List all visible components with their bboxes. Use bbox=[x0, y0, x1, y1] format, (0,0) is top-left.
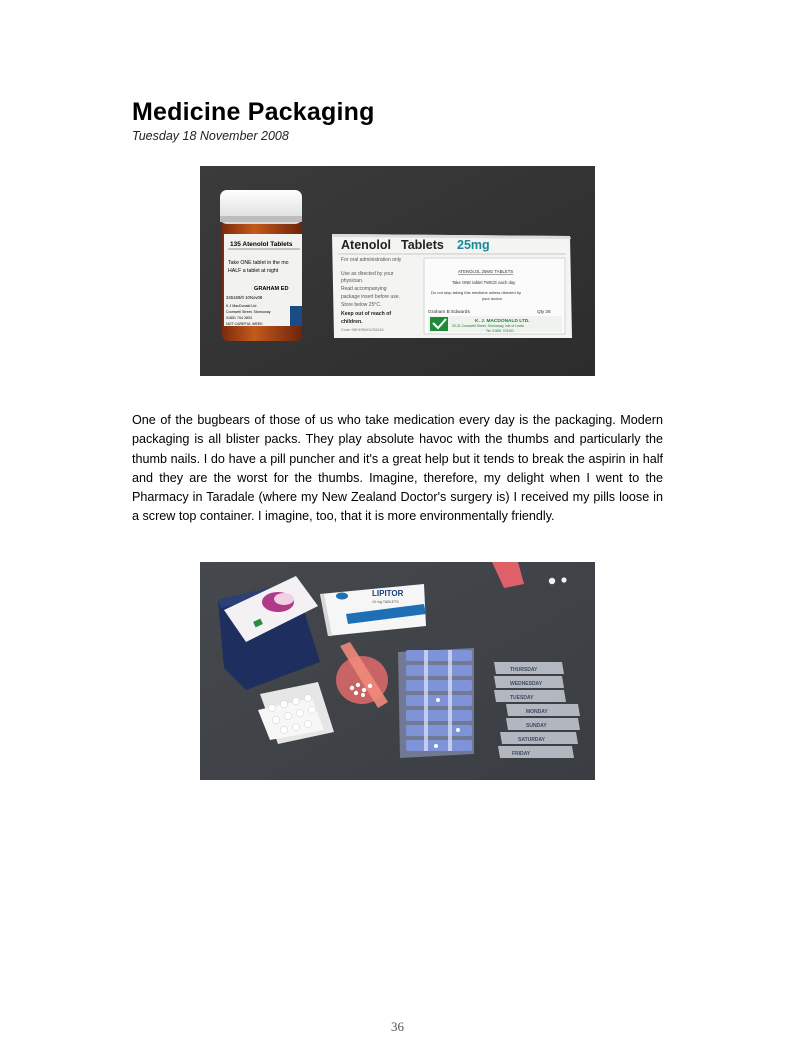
svg-text:ATENOLOL 25MG TABLETS: ATENOLOL 25MG TABLETS bbox=[458, 269, 514, 274]
svg-text:Qty 28: Qty 28 bbox=[537, 309, 551, 314]
pill-organiser bbox=[398, 648, 474, 758]
svg-text:Do not stop taking this medici: Do not stop taking this medicine unless directed by bbox=[431, 290, 522, 295]
svg-text:01851 704 2803: 01851 704 2803 bbox=[226, 316, 252, 320]
svg-text:20-31 Cromwell Street, Stornow: 20-31 Cromwell Street, Stornoway, Isle of Lewis bbox=[452, 324, 524, 328]
svg-text:Take ONE tablet TWICE each day: Take ONE tablet TWICE each day bbox=[452, 280, 516, 285]
svg-text:Keep out of reach of: Keep out of reach of bbox=[341, 311, 392, 317]
svg-text:children.: children. bbox=[341, 319, 363, 325]
svg-text:physician.: physician. bbox=[341, 278, 364, 284]
svg-text:WEDNESDAY: WEDNESDAY bbox=[510, 681, 543, 687]
svg-text:K. J. MACDONALD LTD.: K. J. MACDONALD LTD. bbox=[475, 319, 530, 324]
atenolol-box bbox=[332, 234, 572, 338]
svg-text:25mg: 25mg bbox=[457, 238, 490, 252]
svg-text:Tablets: Tablets bbox=[401, 238, 444, 252]
article-body: One of the bugbears of those of us who take medication every day is the packaging. Modern packaging is all blister packs. They play absolute havoc with the thumbs and particularly the thumb nails. I do have a pill puncher and it's a great help but it tends to break the aspirin in half and they are the worst for the thumbs. Imagine, therefore, my delight when I went to the Pharmacy in Taradale (where my New Zealand Doctor's surgery is) I received my pills loose in a screw top container. I imagine, too, that it is more environmentally friendly. bbox=[132, 413, 663, 524]
svg-text:Graham B Edwards: Graham B Edwards bbox=[428, 310, 470, 315]
svg-text:GRAHAM ED: GRAHAM ED bbox=[254, 286, 289, 292]
svg-text:For oral administration only: For oral administration only bbox=[341, 257, 402, 263]
svg-text:Take ONE tablet in the mo: Take ONE tablet in the mo bbox=[228, 260, 289, 266]
svg-text:HALF a tablet at night: HALF a tablet at night bbox=[228, 268, 279, 274]
svg-text:LIPITOR: LIPITOR bbox=[372, 589, 404, 598]
pill-organiser-photo-graphic bbox=[200, 562, 595, 780]
svg-text:135 Atenolol Tablets: 135 Atenolol Tablets bbox=[230, 241, 293, 248]
svg-text:Use as directed by your: Use as directed by your bbox=[341, 271, 394, 277]
page-title: Medicine Packaging bbox=[132, 98, 375, 126]
svg-text:package insert before use.: package insert before use. bbox=[341, 294, 400, 300]
svg-text:K J MacDonald Ltd: K J MacDonald Ltd bbox=[226, 304, 257, 308]
svg-text:Store below 25°C.: Store below 25°C. bbox=[341, 302, 382, 308]
svg-text:Read accompanying: Read accompanying bbox=[341, 286, 387, 292]
svg-text:NOT CAREFUL WEEK: NOT CAREFUL WEEK bbox=[226, 322, 263, 326]
svg-text:Cromwell Street, Stornoway: Cromwell Street, Stornoway bbox=[226, 310, 271, 314]
svg-text:345168/0 10Nov08: 345168/0 10Nov08 bbox=[226, 295, 263, 300]
pill-organiser-photo bbox=[200, 562, 595, 780]
svg-text:your doctor.: your doctor. bbox=[482, 296, 503, 301]
svg-text:SATURDAY: SATURDAY bbox=[518, 737, 545, 743]
svg-text:Tel: 01851 703101: Tel: 01851 703101 bbox=[486, 329, 514, 333]
svg-text:MONDAY: MONDAY bbox=[526, 709, 548, 715]
svg-text:Code: 0NHORMOUS/N/18: Code: 0NHORMOUS/N/18 bbox=[341, 328, 384, 332]
svg-text:THURSDAY: THURSDAY bbox=[510, 667, 538, 673]
page-date: Tuesday 18 November 2008 bbox=[132, 129, 289, 143]
svg-text:Atenolol: Atenolol bbox=[341, 238, 391, 252]
svg-text:FRIDAY: FRIDAY bbox=[512, 751, 531, 757]
svg-text:10 mg TABLETS: 10 mg TABLETS bbox=[372, 600, 399, 604]
atenolol-photo-graphic bbox=[200, 166, 595, 376]
svg-text:TUESDAY: TUESDAY bbox=[510, 695, 534, 701]
atenolol-photo bbox=[200, 166, 595, 376]
page-number: 36 bbox=[391, 1019, 404, 1034]
pill-bottle bbox=[220, 190, 302, 341]
svg-text:SUNDAY: SUNDAY bbox=[526, 723, 547, 729]
